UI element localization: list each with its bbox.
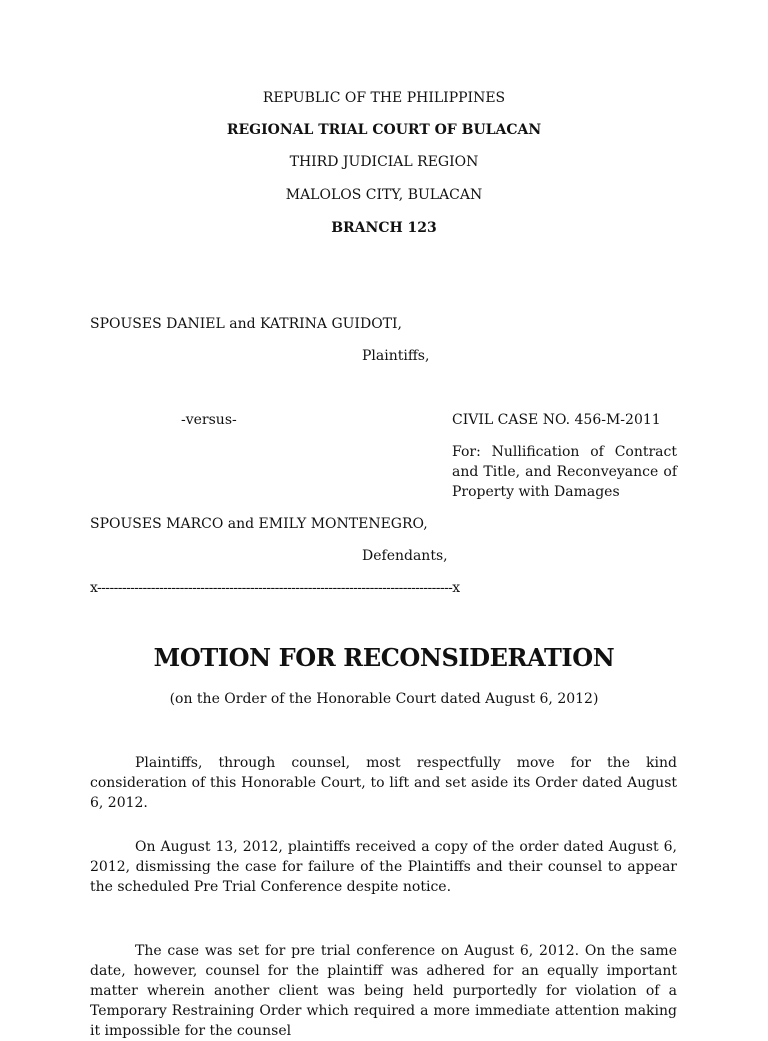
defendants-label: Defendants, (362, 548, 448, 564)
body-paragraph: Plaintiffs, through counsel, most respectfully move for the kind consideration of this Honorable Court, to lift and set aside its Order dated August 6, 2012. (90, 755, 677, 811)
branch-heading: BRANCH 123 (331, 220, 437, 236)
republic-heading: REPUBLIC OF THE PHILIPPINES (262, 90, 506, 106)
plaintiffs-label: Plaintiffs, (362, 348, 430, 364)
defendants-names: SPOUSES MARCO and EMILY MONTENEGRO, (90, 516, 428, 532)
motion-title: MOTION FOR RECONSIDERATION (153, 643, 615, 672)
case-number: CIVIL CASE NO. 456-M-2011 (452, 412, 661, 428)
versus-label: -versus- (181, 412, 237, 428)
motion-subtitle: (on the Order of the Honorable Court dated August 6, 2012) (169, 691, 599, 707)
caption-divider: x--------------------------------------------------------------------------------------x (90, 580, 460, 596)
case-nature: For: Nullification of Contract and Title, and Reconveyance of Property with Damages (452, 444, 677, 500)
city-heading: MALOLOS CITY, BULACAN (285, 187, 483, 203)
region-heading: THIRD JUDICIAL REGION (289, 154, 479, 170)
plaintiffs-names: SPOUSES DANIEL and KATRINA GUIDOTI, (90, 316, 402, 332)
body-paragraph: On August 13, 2012, plaintiffs received a copy of the order dated August 6, 2012, dismissing the case for failure of the Plaintiffs and their counsel to appear the scheduled Pre Trial Conference despite notice. (90, 839, 677, 895)
body-paragraph: The case was set for pre trial conference on August 6, 2012. On the same date, however, counsel for the plaintiff was adhered for an equally important matter wherein another client was being held purportedly for violation of a Temporary Restraining Order which required a more immediate attention making it impossible for the counsel (90, 943, 677, 1039)
court-heading: REGIONAL TRIAL COURT OF BULACAN (226, 122, 542, 138)
